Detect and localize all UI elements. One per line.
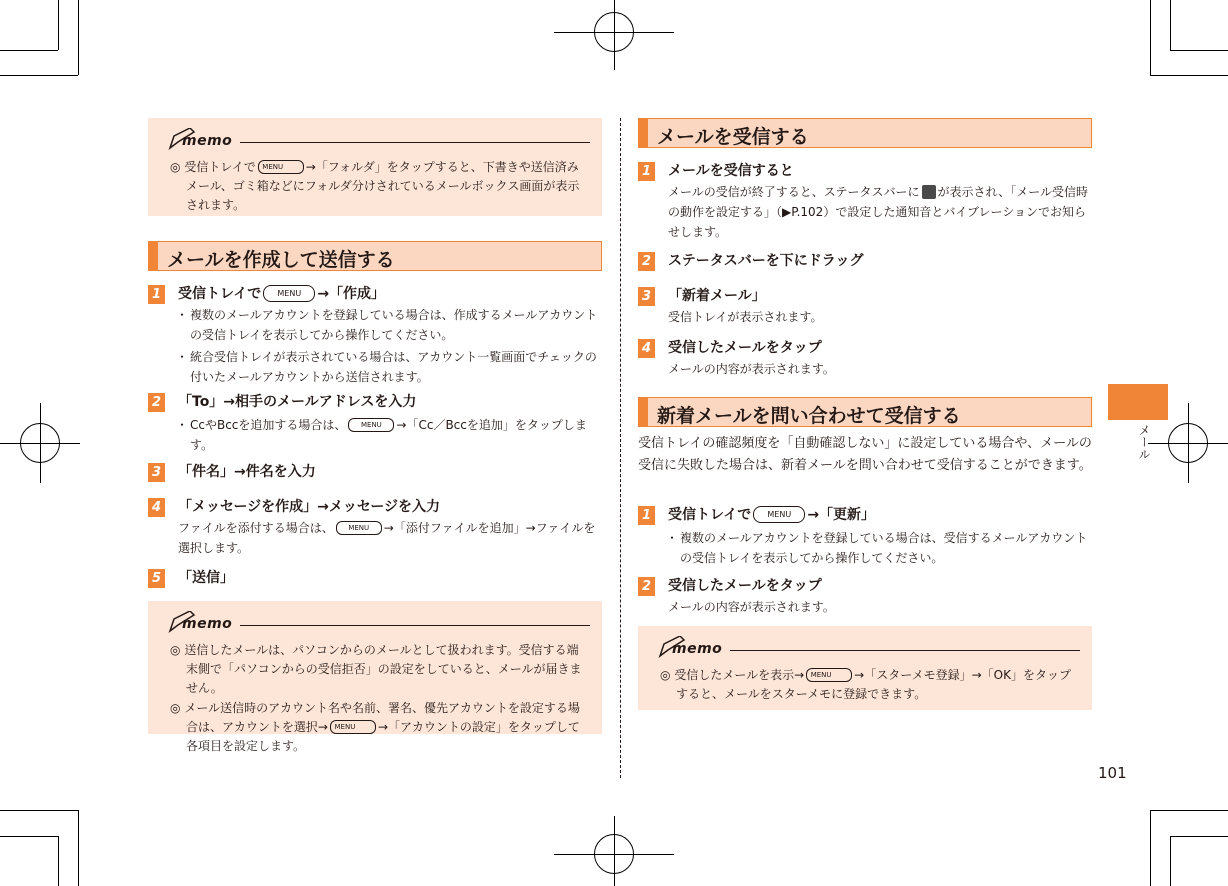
crop-mark	[1150, 0, 1151, 75]
step-bullet: ・ 複数のメールアカウントを登録している場合は、受信するメールアカウントの受信トレイを表示してから操作してください。	[668, 528, 1092, 568]
crop-mark	[0, 75, 78, 76]
menu-key-icon: MENU	[348, 418, 394, 432]
crop-mark	[1170, 836, 1171, 886]
step-bullet: ・ CcやBccを追加する場合は、 MENU →「Cc／Bccを追加」をタップします。	[178, 415, 602, 455]
step-text: ファイルを添付する場合は、 MENU →「添付ファイルを追加」→ファイルを選択します。	[178, 521, 596, 555]
crop-mark	[78, 810, 79, 886]
memo-box	[148, 118, 602, 216]
memo-note: ◎ 受信したメールを表示→ MENU →「スターメモ登録」→「OK」をタップすると、メールをスターメモに登録できます。	[660, 668, 1071, 701]
crop-mark	[0, 810, 78, 811]
step-text: メールの内容が表示されます。	[668, 362, 835, 376]
step-number: 1	[638, 506, 655, 525]
step-title: 受信したメールをタップ	[668, 340, 822, 356]
step-number: 1	[148, 285, 165, 304]
step-number: 4	[148, 498, 165, 517]
menu-key-icon: MENU	[330, 720, 376, 734]
step-bullet: ・ 統合受信トレイが表示されている場合は、アカウント一覧画面でチェックの付いたメールアカウントから送信されます。	[178, 347, 602, 387]
step-text: メールの内容が表示されます。	[668, 600, 835, 614]
crop-mark	[1170, 0, 1171, 50]
step-title: メールを受信すると	[668, 163, 794, 179]
crop-mark	[1150, 810, 1151, 886]
crop-mark	[1170, 836, 1228, 837]
crop-mark	[58, 836, 59, 886]
memo-label: memo	[182, 133, 233, 149]
memo-box	[148, 601, 602, 753]
step-title: 「メッセージを作成」→メッセージを入力	[178, 499, 441, 515]
section-intro: 受信トレイの確認頻度を「自動確認しない」に設定している場合や、メールの受信に失敗した場合は、新着メールを問い合わせて受信することができます。	[638, 436, 1092, 473]
step-number: 4	[638, 339, 655, 358]
registration-mark	[614, 0, 615, 70]
step-title: 受信したメールをタップ	[668, 578, 822, 594]
menu-key-icon: MENU	[336, 521, 382, 535]
step-title: 「件名」→件名を入力	[178, 464, 316, 480]
mail-notification-icon	[922, 185, 936, 199]
registration-mark	[1188, 403, 1189, 483]
step-number: 2	[638, 252, 655, 271]
column-divider	[620, 118, 621, 778]
memo-label: memo	[672, 641, 723, 657]
menu-key-icon: MENU	[806, 668, 852, 682]
step-number: 3	[148, 463, 165, 482]
page-number: 101	[1098, 764, 1127, 782]
step-bullet: ・ 複数のメールアカウントを登録している場合は、作成するメールアカウントの受信トレイを表示してから操作してください。	[178, 305, 602, 345]
registration-mark	[614, 816, 615, 886]
step-number: 3	[638, 287, 655, 306]
step-title: 「新着メール」	[668, 288, 766, 304]
section-heading	[638, 397, 1092, 427]
section-heading	[148, 241, 602, 271]
step-title: 「To」→相手のメールアドレスを入力	[178, 394, 417, 410]
step-title: 受信トレイで MENU →「作成」	[178, 286, 386, 302]
crop-mark	[1150, 75, 1228, 76]
menu-key-icon: MENU	[258, 160, 304, 174]
step-title: 受信トレイで MENU →「更新」	[668, 507, 876, 523]
step-number: 5	[148, 569, 165, 588]
registration-mark	[40, 403, 41, 483]
section-heading	[638, 118, 1092, 148]
step-number: 1	[638, 162, 655, 181]
crop-mark	[58, 0, 59, 50]
section-title: 新着メールを問い合わせて受信する	[657, 405, 961, 427]
memo-note: ◎ メール送信時のアカウント名や名前、署名、優先アカウントを設定する場合は、アカウントを選択→ MENU →「アカウントの設定」をタップして各項目を設定します。	[170, 701, 580, 753]
menu-key-icon: MENU	[753, 506, 805, 523]
crop-mark	[0, 836, 58, 837]
step-text: メールの受信が終了すると、ステータスバーに が表示され、「メール受信時の動作を設定する」（▶P.102）で設定した通知音とバイブレーションでお知らせします。	[668, 185, 1089, 239]
memo-note: ◎ 送信したメールは、パソコンからのメールとして扱われます。受信する端末側で「パソコンからの受信拒否」の設定をしていると、メールが届きません。	[170, 643, 582, 695]
step-title: ステータスバーを下にドラッグ	[668, 253, 864, 269]
memo-box	[638, 626, 1092, 710]
crop-mark	[1150, 810, 1228, 811]
menu-key-icon: MENU	[263, 285, 315, 302]
step-text: 受信トレイが表示されます。	[668, 310, 823, 324]
side-tab	[1108, 384, 1168, 420]
memo-label: memo	[182, 616, 233, 632]
crop-mark	[0, 50, 58, 51]
step-title: 「送信」	[178, 570, 234, 586]
step-number: 2	[148, 393, 165, 412]
section-title: メールを作成して送信する	[167, 249, 395, 271]
side-tab-label: メール	[1137, 424, 1151, 460]
crop-mark	[78, 0, 79, 75]
crop-mark	[1170, 50, 1228, 51]
memo-note: ◎ 受信トレイで MENU →「フォルダ」をタップすると、下書きや送信済みメール、ゴミ箱などにフォルダ分けされているメールボックス画面が表示されます。	[170, 160, 580, 212]
section-title: メールを受信する	[657, 126, 809, 148]
step-number: 2	[638, 577, 655, 596]
